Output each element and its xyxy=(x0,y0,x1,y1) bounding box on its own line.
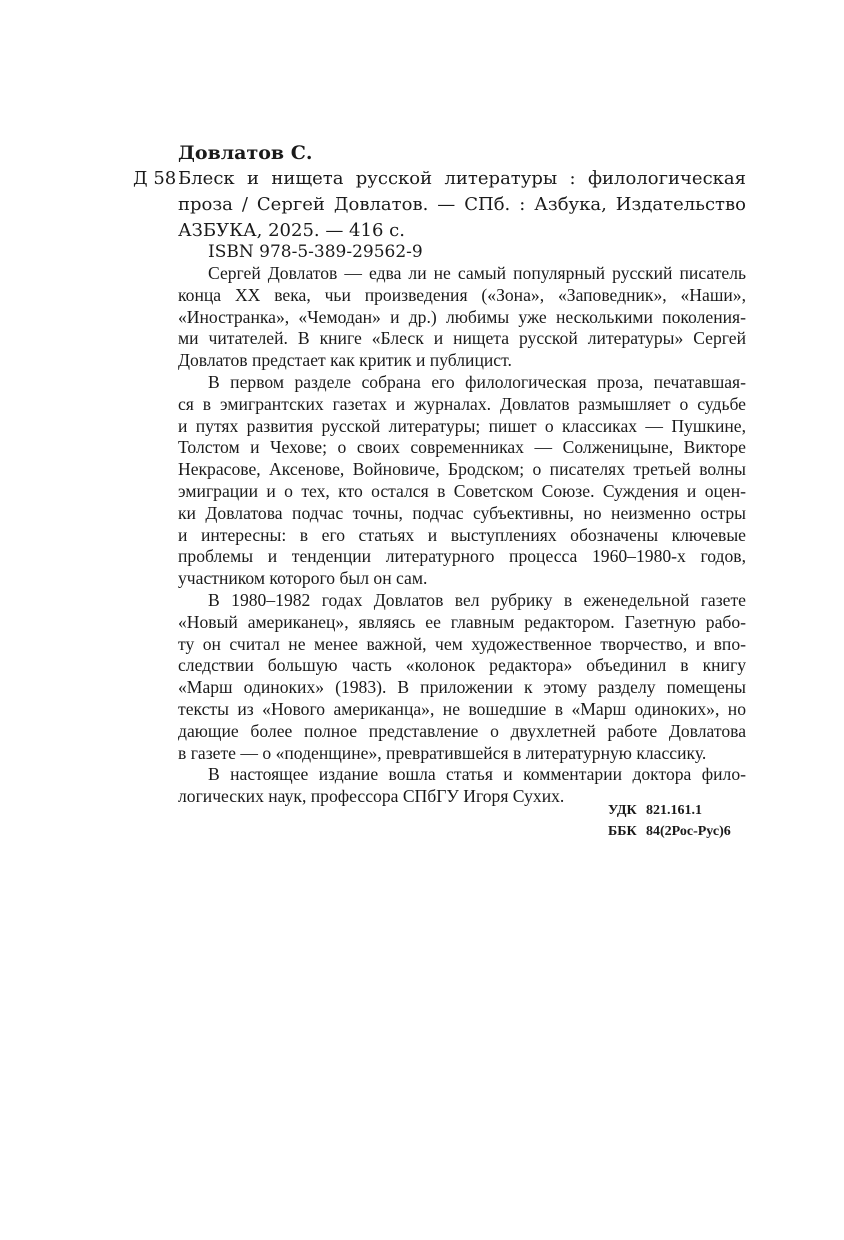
annotation-line: В 1980–1982 годах Довлатов вел рубрику в еженедельной газете xyxy=(208,589,746,610)
annotation-line: тексты из «Нового американца», не вошедшие в «Марш одиноких», но xyxy=(178,698,746,719)
annotation-line: следствии большую часть «колонок редактора» объединил в книгу xyxy=(178,655,746,676)
annotation-line: конца XX века, чьи произведения («Зона», «Заповедник», «Наши», xyxy=(178,284,746,305)
annotation-line: и интересны: в его статьях и выступлениях обозначены ключевые xyxy=(178,524,746,545)
annotation-line: «Новый американец», являясь ее главным редактором. Газетную рабо- xyxy=(178,611,746,632)
annotation-line: ту он считал не менее важной, чем художественное творчество, и впо- xyxy=(178,633,746,654)
isbn: ISBN 978-5-389-29562-9 xyxy=(208,242,423,262)
annotation-line: Толстом и Чехове; о своих современниках — Солженицыне, Викторе xyxy=(178,437,746,458)
title-line: проза / Сергей Довлатов. — СПб. : Азбука, Издательство xyxy=(178,194,746,215)
annotation-line: В первом разделе собрана его филологическая проза, печатавшая- xyxy=(208,371,746,392)
bibliographic-title xyxy=(178,166,746,244)
annotation-line: участником которого был он сам. xyxy=(178,568,428,589)
udk-value: 821.161.1 xyxy=(646,803,702,818)
annotation-line: эмиграции и о тех, кто остался в Советском Союзе. Суждения и оцен- xyxy=(178,480,746,501)
annotation-line: и путях развития русской литературы; пишет о классиках — Пушкине, xyxy=(178,415,746,436)
annotation-line: Сергей Довлатов — едва ли не самый популярный русский писатель xyxy=(208,263,746,283)
classification-codes xyxy=(608,800,731,842)
annotation-line: проблемы и тенденции литературного процесса 1960–1980-х годов, xyxy=(178,546,746,567)
bbk-label: ББК xyxy=(608,824,637,839)
udk-row xyxy=(608,800,731,821)
title-line: АЗБУКА, 2025. — 416 с. xyxy=(178,220,405,241)
annotation-line: дающие более полное представление о двухлетней работе Довлатова xyxy=(178,720,746,741)
udk-label: УДК xyxy=(608,803,637,818)
author-heading: Довлатов С. xyxy=(178,142,313,164)
annotation-line: ки Довлатова подчас точны, подчас субъективны, но неизменно остры xyxy=(178,502,746,523)
annotation-line: Некрасове, Аксенове, Войновиче, Бродском; о писателях третьей волны xyxy=(178,459,746,480)
annotation-line: в газете — о «поденщине», превратившейся в литературную классику. xyxy=(178,742,707,763)
bbk-value: 84(2Рос-Рус)6 xyxy=(646,824,731,839)
title-line: Блеск и нищета русской литературы : филологическая xyxy=(178,168,746,189)
annotation-line: ми читателей. В книге «Блеск и нищета русской литературы» Сергей xyxy=(178,328,746,349)
annotation-line: «Иностранка», «Чемодан» и др.) любимы уже несколькими поколения- xyxy=(178,306,746,327)
annotation-line: Довлатов предстает как критик и публицист. xyxy=(178,350,512,371)
library-index-code: Д 58 xyxy=(133,168,177,189)
annotation-line: ся в эмигрантских газетах и журналах. Довлатов размышляет о судьбе xyxy=(178,393,746,414)
bbk-row xyxy=(608,821,731,842)
annotation xyxy=(178,263,746,808)
annotation-line: логических наук, профессора СПбГУ Игоря Сухих. xyxy=(178,786,565,807)
annotation-line: «Марш одиноких» (1983). В приложении к этому разделу помещены xyxy=(178,677,746,698)
annotation-line: В настоящее издание вошла статья и комментарии доктора фило- xyxy=(208,764,746,785)
